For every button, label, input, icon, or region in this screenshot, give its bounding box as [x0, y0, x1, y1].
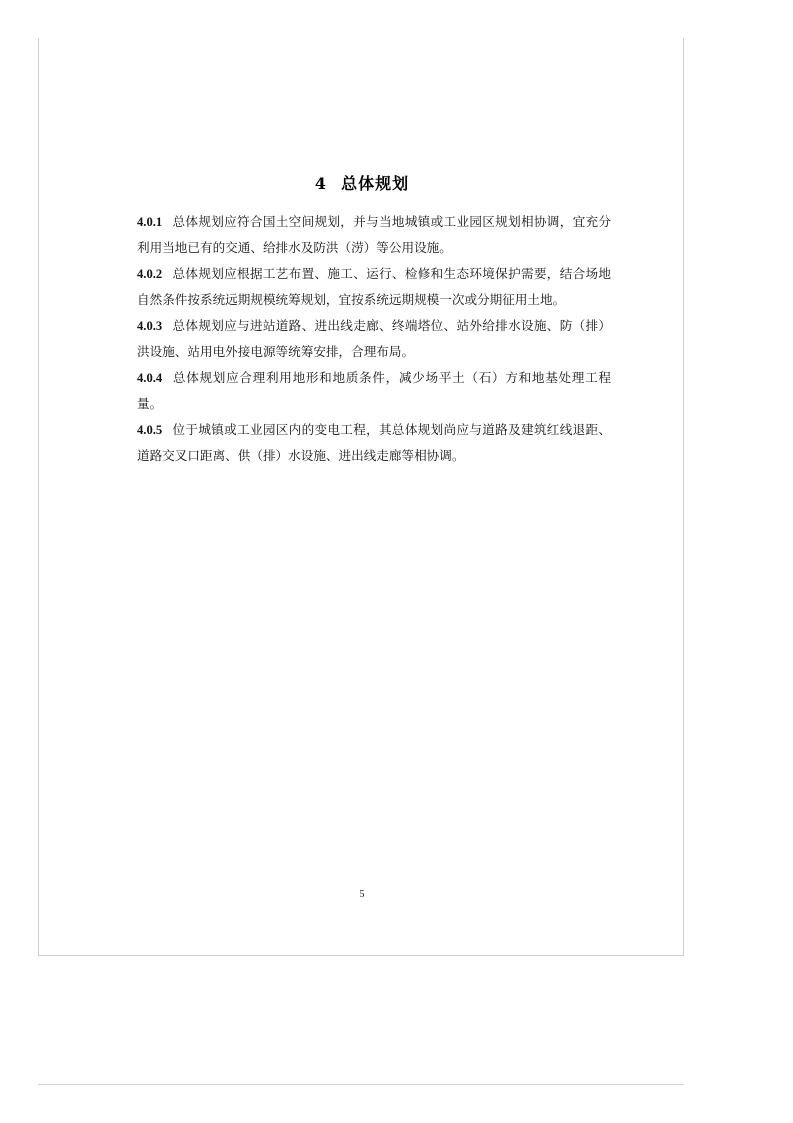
chapter-title: [39, 171, 685, 194]
clause-text: 总体规划应合理利用地形和地质条件，减少场平土（石）方和地基处理工程量。: [137, 370, 611, 411]
clause-number: 4.0.3: [137, 319, 163, 333]
clause-text: 总体规划应与进站道路、进出线走廊、终端塔位、站外给排水设施、防（排）洪设施、站用电外接电源等统筹安排，合理布局。: [137, 318, 611, 359]
clause-4-0-5: [137, 417, 611, 469]
clause-number: 4.0.5: [137, 423, 163, 437]
clause-text: 位于城镇或工业园区内的变电工程，其总体规划尚应与道路及建筑红线退距、道路交叉口距离、供（排）水设施、进出线走廊等相协调。: [137, 422, 611, 463]
clause-4-0-3: [137, 313, 611, 365]
clause-4-0-4: [137, 365, 611, 417]
page-divider: [38, 1084, 684, 1085]
chapter-number: 4: [314, 174, 328, 193]
clause-number: 4.0.4: [137, 371, 163, 385]
clause-number: 4.0.2: [137, 267, 163, 281]
chapter-title-text: 总体规划: [341, 174, 410, 193]
clause-text: 总体规划应根据工艺布置、施工、运行、检修和生态环境保护需要，结合场地自然条件按系统远期规模统筹规划，宜按系统远期规模一次或分期征用土地。: [137, 266, 611, 307]
clause-4-0-2: [137, 261, 611, 313]
page-number: 5: [359, 889, 365, 900]
clause-text: 总体规划应符合国土空间规划，并与当地城镇或工业园区规划相协调，宜充分利用当地已有的交通、给排水及防洪（涝）等公用设施。: [137, 214, 611, 255]
clause-list: [137, 209, 611, 469]
clause-4-0-1: [137, 209, 611, 261]
document-page: [38, 38, 684, 956]
clause-number: 4.0.1: [137, 215, 163, 229]
